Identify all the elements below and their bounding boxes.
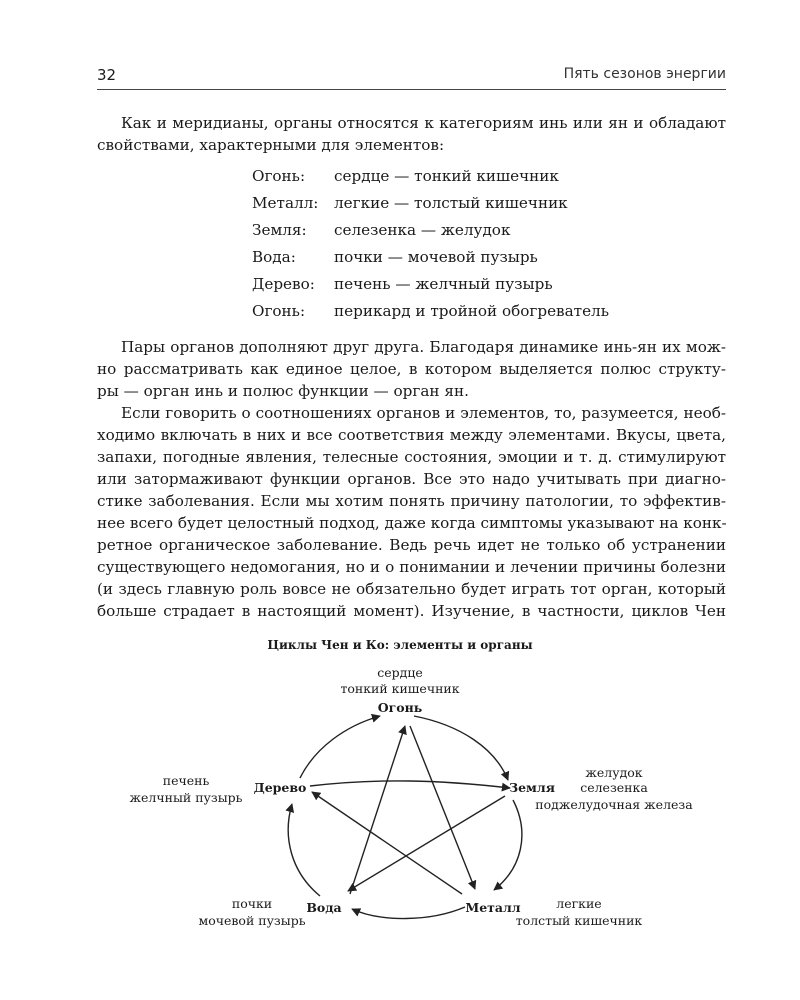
text-line: Как и меридианы, органы относятся к категориям инь или ян и обладают xyxy=(121,114,726,132)
element-label: Огонь: xyxy=(252,302,306,320)
list-item xyxy=(252,219,609,246)
control-arrow-wood-earth xyxy=(310,781,510,788)
organ-pair: почки — мочевой пузырь xyxy=(334,248,538,266)
earth-organ-2: селезенка xyxy=(580,780,648,795)
earth-organ-1: желудок xyxy=(585,765,643,780)
metal-element: Металл xyxy=(465,900,521,915)
cycle-arrow-earth-metal xyxy=(494,800,522,890)
list-item xyxy=(252,273,609,300)
water-element: Вода xyxy=(306,900,342,915)
earth-element: Земля xyxy=(509,780,555,795)
paragraph-pairs xyxy=(97,336,726,402)
control-arrow-metal-wood xyxy=(312,792,462,894)
fire-element: Огонь xyxy=(377,700,423,715)
cycle-arrow-metal-water xyxy=(352,907,465,919)
element-label: Земля: xyxy=(252,221,307,239)
wood-element: Дерево xyxy=(253,780,307,795)
text-line: больше страдает в настоящий момент). Изучение, в частности, циклов Чен xyxy=(97,602,726,620)
text-line: (и здесь главную роль вовсе не обязательно будет играть тот орган, который xyxy=(97,580,726,598)
element-label: Дерево: xyxy=(252,275,315,293)
water-organ-1: почки xyxy=(231,896,273,911)
page-number: 32 xyxy=(97,66,117,84)
header-rule xyxy=(97,89,726,90)
organ-pair: легкие — толстый кишечник xyxy=(334,194,568,212)
text-line: Если говорить о соотношениях органов и элементов, то, разумеется, необ- xyxy=(121,404,726,422)
earth-organ-3: поджелудочная железа xyxy=(535,797,693,812)
cycle-arrow-water-wood xyxy=(288,804,320,896)
text-line: запахи, погодные явления, телесные состояния, эмоции и т. д. стимулируют xyxy=(97,448,726,466)
text-line: ры — орган инь и полюс функции — орган ян. xyxy=(97,382,469,400)
text-line: но рассматривать как единое целое, в котором выделяется полюс структу- xyxy=(97,360,726,378)
list-item xyxy=(252,165,609,192)
element-label: Металл: xyxy=(252,194,319,212)
wood-organ-1: печень xyxy=(162,773,210,788)
list-item xyxy=(252,246,609,273)
cycles-diagram xyxy=(0,628,800,948)
running-header xyxy=(97,66,726,88)
cycles-figure xyxy=(0,628,800,948)
organ-pair: перикард и тройной обогреватель xyxy=(334,302,609,320)
text-line: ретное органическое заболевание. Ведь речь идет не только об устранении xyxy=(97,536,726,554)
fire-organ-2: тонкий кишечник xyxy=(340,681,460,696)
element-label: Огонь: xyxy=(252,167,306,185)
running-title: Пять сезонов энергии xyxy=(563,66,726,82)
figure-title: Циклы Чен и Ко: элементы и органы xyxy=(267,638,533,652)
text-line: ходимо включать в них и все соответствия между элементами. Вкусы, цвета, xyxy=(97,426,726,444)
paragraph-correspondences xyxy=(97,402,726,622)
metal-organ-2: толстый кишечник xyxy=(515,913,643,928)
organ-pair: печень — желчный пузырь xyxy=(334,275,553,293)
list-item xyxy=(252,192,609,219)
control-arrow-earth-water xyxy=(348,796,505,891)
text-line: нее всего будет целостный подход, даже когда симптомы указывают на конк- xyxy=(97,514,727,532)
metal-organ-1: легкие xyxy=(556,896,602,911)
text-line: свойствами, характерными для элементов: xyxy=(97,136,445,154)
list-item xyxy=(252,300,609,327)
organ-pair: сердце — тонкий кишечник xyxy=(334,167,559,185)
wood-organ-2: желчный пузырь xyxy=(129,790,243,805)
water-organ-2: мочевой пузырь xyxy=(198,913,306,928)
organ-pair: селезенка — желудок xyxy=(334,221,511,239)
text-line: или затормаживают функции органов. Все это надо учитывать при диагно- xyxy=(97,470,726,488)
element-organ-list xyxy=(252,165,609,327)
fire-organ-1: сердце xyxy=(377,665,423,680)
cycle-arrow-wood-fire xyxy=(300,716,380,778)
text-line: существующего недомогания, но и о понимании и лечении причины болезни xyxy=(97,558,726,576)
text-line: Пары органов дополняют друг друга. Благодаря динамике инь-ян их мож- xyxy=(121,338,726,356)
element-label: Вода: xyxy=(252,248,296,266)
intro-paragraph xyxy=(97,112,726,156)
text-line: стике заболевания. Если мы хотим понять причину патологии, то эффектив- xyxy=(97,492,726,510)
control-arrow-water-fire xyxy=(350,726,405,894)
